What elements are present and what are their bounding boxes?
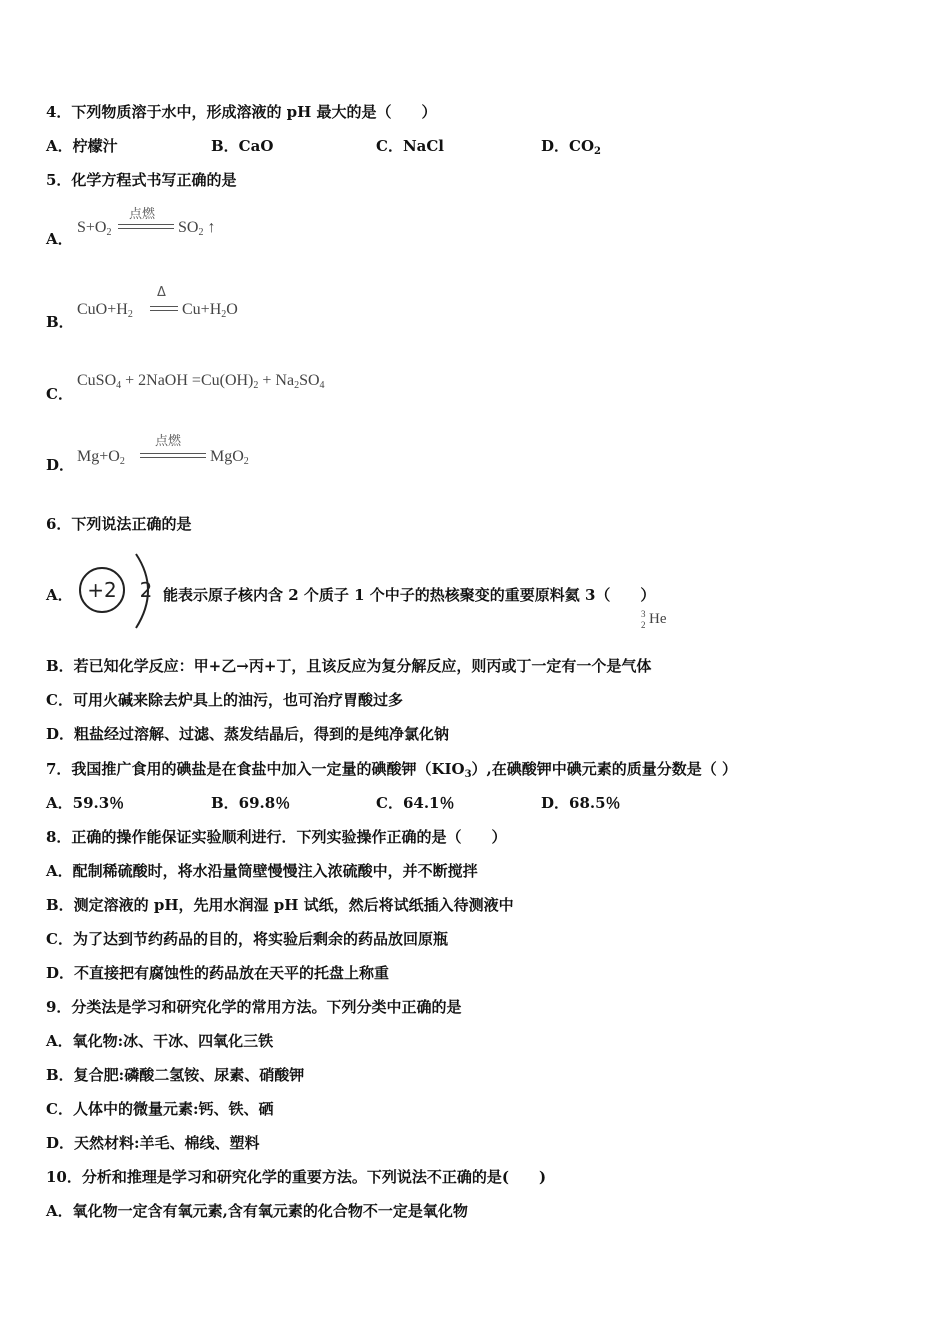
q9-option-c: C．人体中的微量元素:钙、铁、硒	[46, 1100, 274, 1118]
q7-option-a: A．59.3％	[46, 794, 125, 812]
q7-option-c: C．64.1％	[376, 794, 455, 812]
q9-option-d: D．天然材料:羊毛、棉线、塑料	[46, 1134, 260, 1152]
atom-structure-diagram	[76, 552, 166, 632]
q5-d-condition: 点燃	[155, 434, 182, 449]
q5-stem: 5．化学方程式书写正确的是	[46, 171, 237, 189]
q6-option-d: D．粗盐经过溶解、过滤、蒸发结晶后，得到的是纯净氯化钠	[46, 725, 450, 743]
q8-option-a: A．配制稀硫酸时，将水沿量筒壁慢慢注入浓硫酸中，并不断搅拌	[46, 862, 478, 880]
q9-stem: 9．分类法是学习和研究化学的常用方法。下列分类中正确的是	[46, 998, 462, 1016]
q6-option-c: C．可用火碱来除去炉具上的油污，也可治疗胃酸过多	[46, 691, 403, 709]
q5-option-b-label: B．	[46, 313, 74, 331]
q10-stem: 10．分析和推理是学习和研究化学的重要方法。下列说法不正确的是( )	[46, 1168, 547, 1186]
atom-nucleus-charge: +2	[87, 578, 117, 602]
q7-option-b: B．69.8％	[211, 794, 291, 812]
q6-stem: 6．下列说法正确的是	[46, 515, 192, 533]
q9-option-b: B．复合肥:磷酸二氢铵、尿素、硝酸钾	[46, 1066, 305, 1084]
q4-option-d: D．$CO_2$	[541, 137, 601, 157]
q8-option-b: B．测定溶液的 pH，先用水润湿 pH 试纸，然后将试纸插入待测液中	[46, 896, 514, 914]
atom-shell-electrons: 2	[139, 578, 153, 602]
q6-option-a-text: 能表示原子核内含 2 个质子 1 个中子的热核聚变的重要原料氦 3（ ）	[163, 586, 656, 604]
q7-option-d: D．68.5％	[541, 794, 621, 812]
q6-option-a-label: A．	[46, 586, 73, 604]
q4-stem: 4．下列物质溶于水中，形成溶液的 pH 最大的是（ ）	[46, 103, 437, 121]
q4-option-a: A．柠檬汁	[46, 137, 118, 155]
q4-option-b: B．CaO	[211, 137, 274, 155]
q8-option-d: D．不直接把有腐蚀性的药品放在天平的托盘上称重	[46, 964, 390, 982]
q9-option-a: A．氧化物:冰、干冰、四氧化三铁	[46, 1032, 274, 1050]
q10-option-a: A．氧化物一定含有氧元素,含有氧元素的化合物不一定是氧化物	[46, 1202, 468, 1220]
q7-stem: 7．我国推广食用的碘盐是在食盐中加入一定量的碘酸钾$(KIO_3)$,在碘酸钾中碘元素的质量分数是（ ）	[46, 760, 737, 780]
q4-option-c: C．NaCl	[376, 137, 445, 155]
q5-option-c-equation: CuSO$_4$ + 2NaOH $=Cu(OH)_2 + Na_2SO_4$	[77, 372, 325, 391]
q5-b-condition: Δ	[157, 285, 166, 300]
q8-option-c: C．为了达到节约药品的目的，将实验后剩余的药品放回原瓶	[46, 930, 448, 948]
q5-a-condition: 点燃	[129, 207, 156, 222]
q5-option-a-label: A．	[46, 230, 73, 248]
q5-option-c-label: C．	[46, 385, 73, 403]
q5-option-d-label: D．	[46, 456, 75, 474]
q8-stem: 8．正确的操作能保证实验顺利进行．下列实验操作正确的是（ ）	[46, 828, 507, 846]
q6-option-b: B．若已知化学反应：甲+乙→丙+丁，且该反应为复分解反应，则丙或丁一定有一个是气体	[46, 657, 652, 675]
